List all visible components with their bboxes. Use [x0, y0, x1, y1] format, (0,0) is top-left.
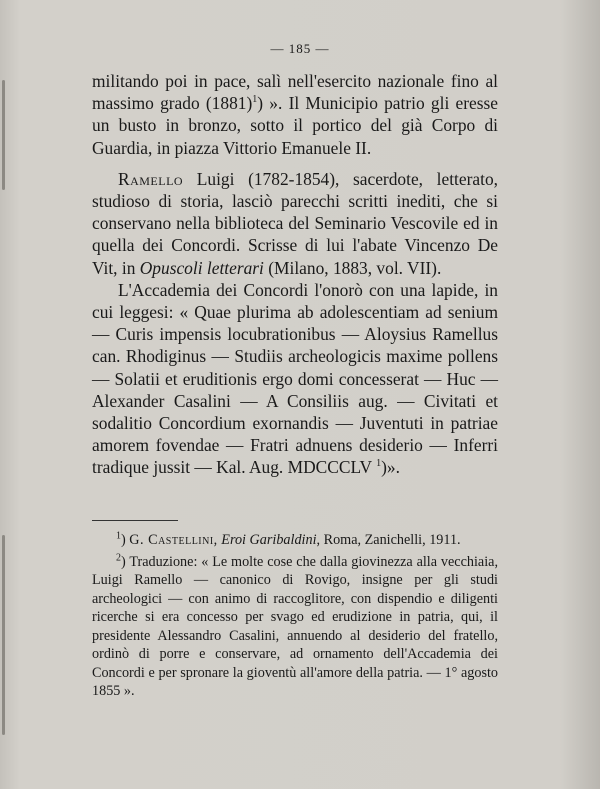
footnotes — [92, 531, 498, 701]
footnote-divider — [92, 520, 178, 521]
entry-name: Ramello — [118, 168, 184, 189]
paragraph-2: Ramello Luigi (1782-1854), sacerdote, letterato, studioso di storia, lasciò parecchi scritti inediti, che si conservano nella biblioteca del Seminario Vescovile ed in quella dei Concordi. Scrisse di lui l'abate Vincenzo De Vit, in Opuscoli letterari (Milano, 1883, vol. VII). — [92, 168, 498, 278]
main-text — [92, 70, 498, 479]
footnote-2: $^2$) Traduzione: « Le molte cose che dalla giovinezza alla vecchiaia, Luigi Ramello — canonico di Rovigo, insigne per gli studi archeologici — con animo di raccoglitore, con dispendio e diligenti ricerche si era concesso per svago ed erudizione in patria, qui, il presidente Alessandro Casalini, annuendo al desiderio del fratello, ordinò di porre e conservare, ad ornamento dell'Accademia dei Concordi e per spronare la gioventù all'amore della patria. — 1° agosto 1855 ». — [92, 551, 499, 699]
work-title: Opuscoli letterari — [139, 257, 264, 278]
footnote-ref-1: 1 — [252, 94, 258, 106]
paragraph-3: L'Accademia dei Concordi l'onorò con una lapide, in cui leggesi: « Quae plurima ab adolescentiam ad senium — Curis impensis locubrationibus — Aloysius Ramellus can. Rhodiginus — Studiis archeologicis maxime pollens — Solatii et eruditionis ergo domi concesserat — Huc — Alexander Casalini — A Consiliis aug. — Civitati et sodalitio Concordium exornandis — Juventuti in patriae amorem fovendae — Fratri adnuens desiderio — Inferri tradique jussit — Kal. Aug. MDCCCLV $^1$)». — [92, 279, 498, 478]
paragraph-1: militando poi in pace, salì nell'esercito nazionale fino al massimo grado $(1881)^1$) ». Il Municipio patrio gli eresse un busto in bronzo, sotto il portico del già Corpo di Guardia, in piazza Vittorio Emanuele II. — [92, 71, 498, 158]
page-edge-mark-bottom — [2, 535, 5, 735]
page-number: — 185 — — [270, 41, 330, 56]
page-edge-mark-top — [2, 80, 5, 190]
footnote-1: $^1$) G. Castellini, Eroi Garibaldini, Roma, Zanichelli, 1911. — [116, 530, 461, 548]
footnote-ref-2: 1 — [376, 458, 382, 470]
